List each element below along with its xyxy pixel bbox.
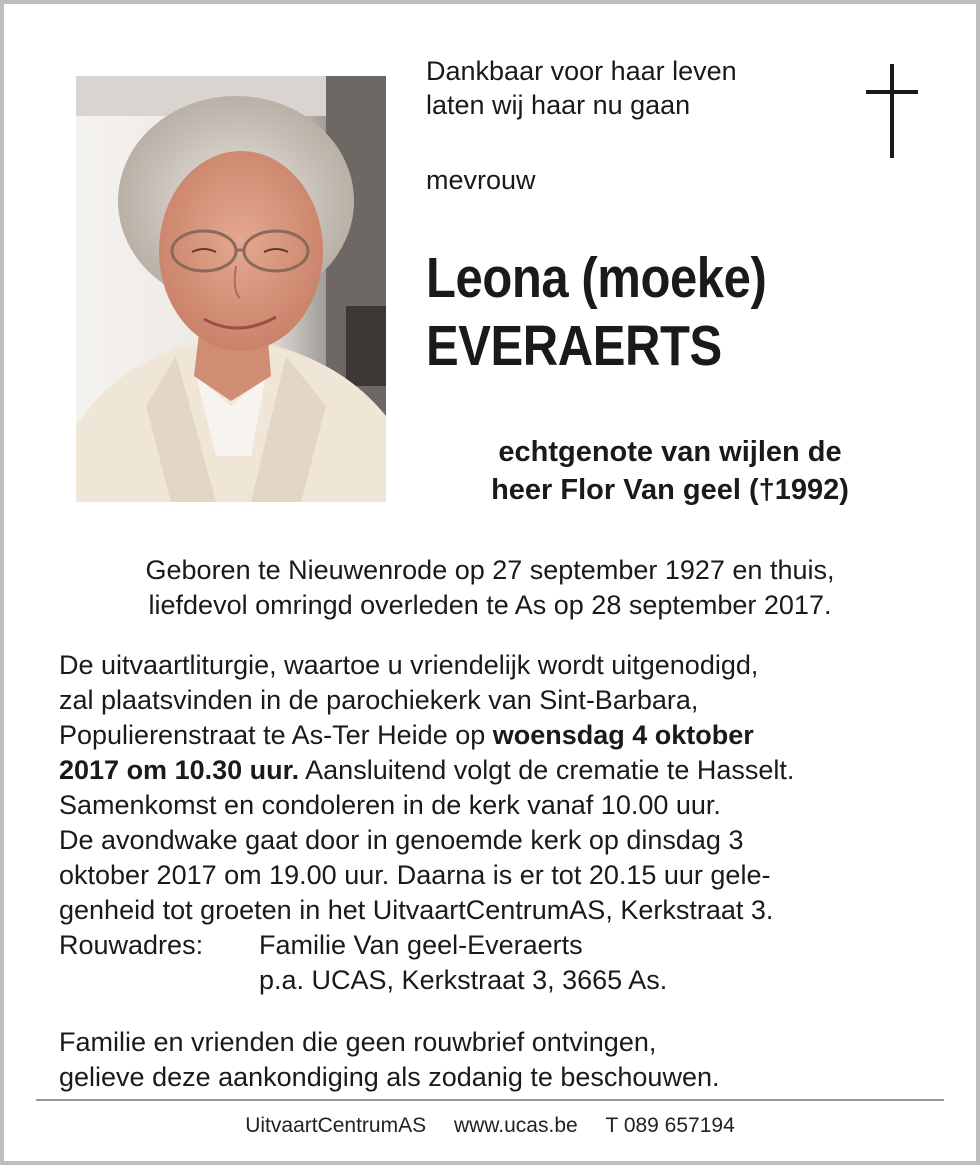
- spouse-line: echtgenote van wijlen de: [498, 436, 842, 468]
- footer-website[interactable]: www.ucas.be: [453, 1114, 578, 1137]
- address-line: [59, 963, 939, 998]
- birth-death-info: [40, 553, 940, 623]
- service-line: [59, 753, 939, 788]
- closing-line: Familie en vrienden die geen rouwbrief ontvingen,: [59, 1027, 657, 1057]
- portrait-photo: [76, 76, 386, 502]
- intro-text: [426, 54, 737, 122]
- first-name: Leona (moeke): [426, 246, 767, 310]
- address-line: [59, 928, 939, 963]
- honorific: mevrouw: [426, 165, 536, 195]
- spouse-line: heer Flor Van geel (†1992): [491, 474, 849, 506]
- spouse-info: [420, 433, 920, 509]
- intro-line: laten wij haar nu gaan: [426, 90, 691, 120]
- address-value: p.a. UCAS, Kerkstraat 3, 3665 As.: [259, 965, 668, 995]
- closing-line: gelieve deze aankondiging als zodanig te beschouwen.: [59, 1062, 720, 1092]
- service-line: genheid tot groeten in het UitvaartCentrumAS, Kerkstraat 3.: [59, 895, 774, 925]
- service-details: [59, 648, 939, 998]
- footer-company: UitvaartCentrumAS: [245, 1114, 427, 1137]
- address-value: Familie Van geel-Everaerts: [259, 930, 583, 960]
- closing-text: [59, 1025, 720, 1095]
- born-line: liefdevol omringd overleden te As op 28 september 2017.: [148, 590, 832, 620]
- service-line: De avondwake gaat door in genoemde kerk op dinsdag 3: [59, 825, 744, 855]
- service-time: 2017 om 10.30 uur.: [59, 755, 300, 785]
- footer-phone: T 089 657194: [605, 1114, 735, 1137]
- service-line: oktober 2017 om 19.00 uur. Daarna is er tot 20.15 uur gele-: [59, 860, 771, 890]
- born-line: Geboren te Nieuwenrode op 27 september 1927 en thuis,: [145, 555, 835, 585]
- service-text: Aansluitend volgt de crematie te Hasselt.: [299, 755, 795, 785]
- service-line: De uitvaartliturgie, waartoe u vriendelijk wordt uitgenodigd,: [59, 650, 759, 680]
- footer: [0, 1112, 980, 1140]
- service-line: [59, 718, 939, 753]
- service-line: Samenkomst en condoleren in de kerk vanaf 10.00 uur.: [59, 790, 721, 820]
- service-text: Populierenstraat te As-Ter Heide op: [59, 720, 493, 750]
- service-date: woensdag 4 oktober: [492, 720, 754, 750]
- deceased-name: [426, 244, 766, 380]
- footer-divider: [36, 1099, 944, 1101]
- intro-line: Dankbaar voor haar leven: [426, 56, 737, 86]
- service-line: zal plaatsvinden in de parochiekerk van Sint-Barbara,: [59, 685, 699, 715]
- address-label: Rouwadres:: [59, 930, 204, 960]
- last-name: EVERAERTS: [426, 314, 722, 378]
- cross-icon: [862, 60, 922, 160]
